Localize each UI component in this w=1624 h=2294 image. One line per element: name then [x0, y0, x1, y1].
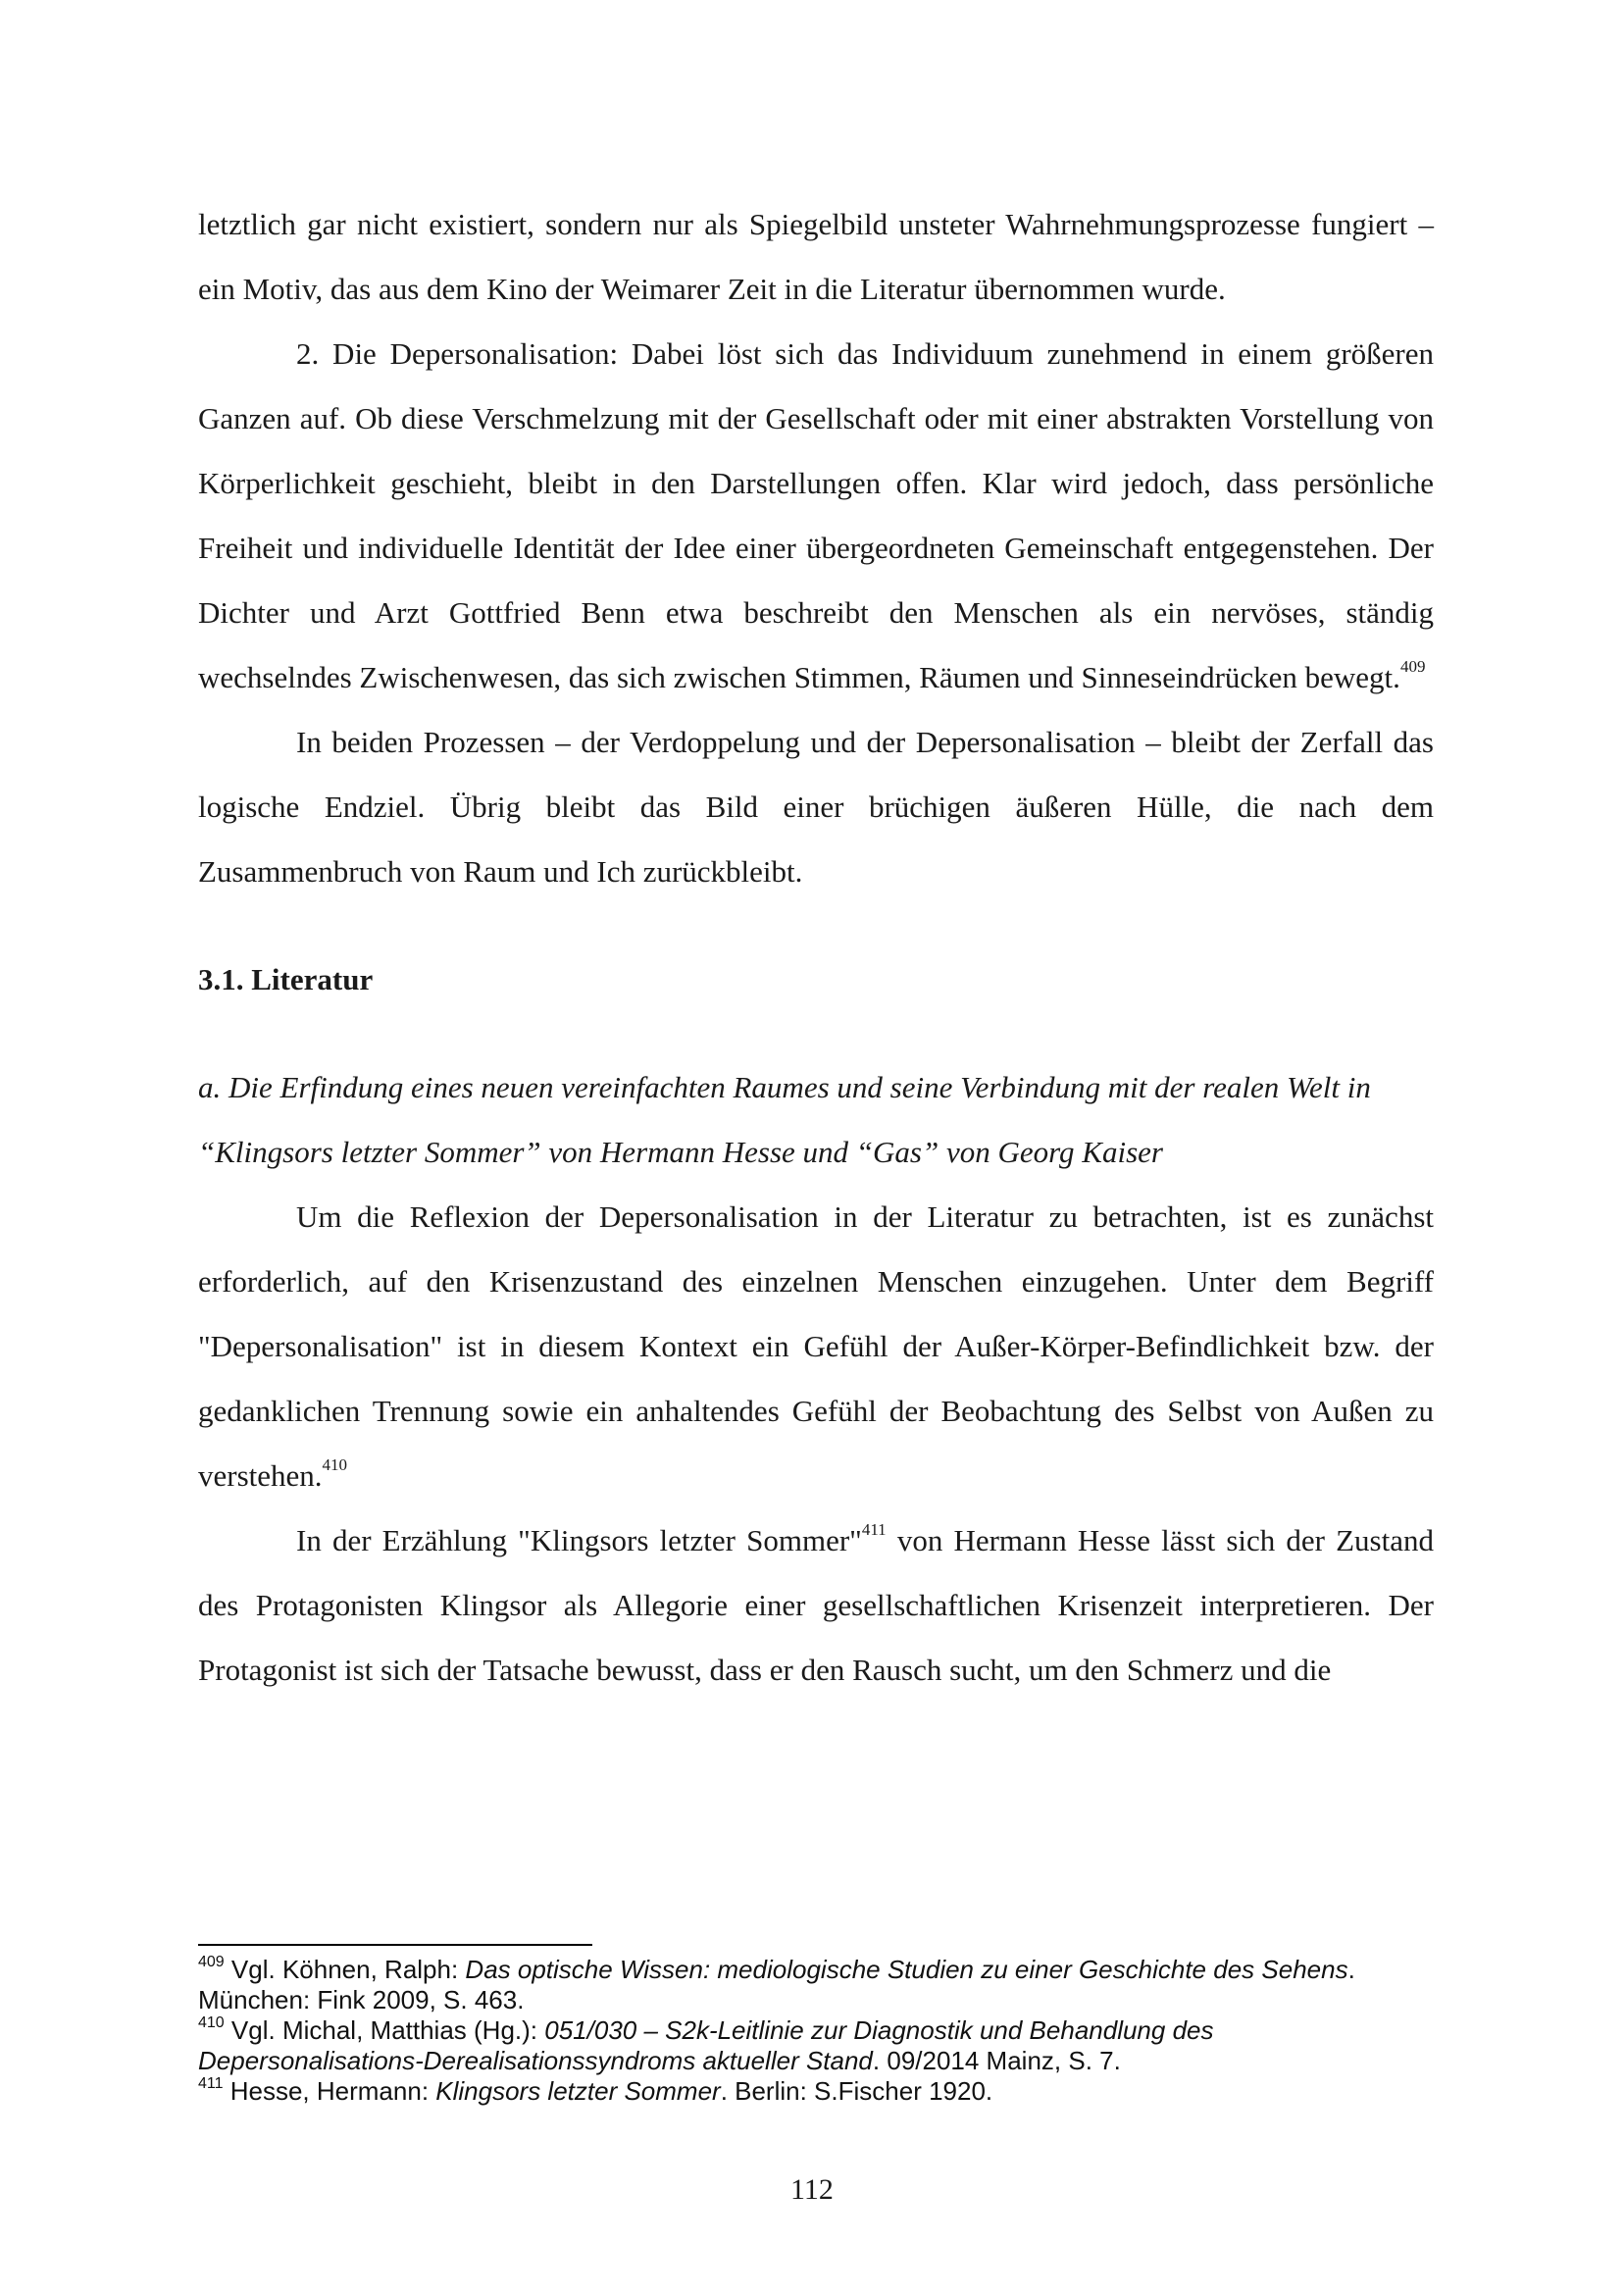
paragraph-text: 2. Die Depersonalisation: Dabei löst sich das Individuum zunehmend in einem größeren Ganzen auf. Ob diese Verschmelzung mit der Gesellschaft oder mit einer abstrakten Vorstellung von Körperlichkeit geschieht, bleibt in den Darstellungen offen. Klar wird jedoch, dass persönliche Freiheit und individuelle Identität der Idee einer übergeordneten Gemeinschaft entgegenstehen. Der Dichter und Arzt Gottfried Benn etwa beschreibt den Menschen als ein nervöses, ständig wechselndes Zwischenwesen, das sich zwischen Stimmen, Räumen und Sinneseindrücken bewegt.	[198, 336, 1434, 694]
footnote-ref-410[interactable]: 410	[322, 1455, 348, 1474]
paragraph-text-after: von Hermann Hesse lässt sich der Zustand des Protagonisten Klingsor als Allegorie einer gesellschaftlichen Krisenzeit interpretieren. Der Protagonist ist sich der Tatsache bewusst, dass er den Rausch sucht, um den Schmerz und die	[198, 1523, 1434, 1687]
footnote-number: 411	[198, 2075, 224, 2092]
document-page	[198, 192, 1434, 1703]
section-heading: 3.1. Literatur	[198, 962, 374, 996]
footnote-title: Klingsors letzter Sommer	[435, 2076, 721, 2106]
footnote-409	[198, 1955, 1434, 2015]
paragraph-depersonalisation	[198, 322, 1434, 710]
footnote-title: Das optische Wissen: mediologische Studien zu einer Geschichte des Sehens	[465, 1955, 1348, 1984]
paragraph-reflexion	[198, 1185, 1434, 1508]
paragraph-text-before: In der Erzählung "Klingsors letzter Sommer"	[296, 1523, 862, 1557]
footnote-publication: . Berlin: S.Fischer 1920.	[720, 2076, 993, 2106]
page-number: 112	[790, 2173, 834, 2206]
footnote-publication: . 09/2014 Mainz, S. 7.	[872, 2046, 1121, 2075]
paragraph-text: Um die Reflexion der Depersonalisation in der Literatur zu betrachten, ist es zunächst erforderlich, auf den Krisenzustand des einzelnen Menschen einzugehen. Unter dem Begriff "Depersonalisation" ist in diesem Kontext ein Gefühl der Außer-Körper-Befindlichkeit bzw. der gedanklichen Trennung sowie ein anhaltendes Gefühl der Beobachtung des Selbst von Außen zu verstehen.	[198, 1199, 1434, 1493]
footnote-ref-411[interactable]: 411	[861, 1520, 887, 1539]
footnote-author: Hesse, Hermann:	[223, 2076, 436, 2106]
footnote-author: Vgl. Michal, Matthias (Hg.):	[224, 2015, 545, 2045]
footnote-separator	[198, 1944, 592, 1946]
footnote-number: 409	[198, 1954, 225, 1970]
footnote-411	[198, 2076, 1434, 2107]
paragraph-spiegelbild: letztlich gar nicht existiert, sondern nur als Spiegelbild unsteter Wahrnehmungsprozesse fungiert – ein Motiv, das aus dem Kino der Weimarer Zeit in die Literatur übernommen wurde.	[198, 207, 1434, 306]
footnote-title: 051/030 – S2k-Leitlinie zur Diagnostik und Behandlung des Depersonalisations-Derealisationssyndroms aktueller Stand	[198, 2015, 1214, 2075]
footnote-publication: . München: Fink 2009, S. 463.	[198, 1955, 1355, 2014]
paragraph-klingsor	[198, 1508, 1434, 1703]
footnote-410	[198, 2015, 1434, 2076]
footnotes	[198, 1955, 1434, 2107]
footnote-ref-409[interactable]: 409	[1399, 657, 1426, 676]
footnote-author: Vgl. Köhnen, Ralph:	[224, 1955, 466, 1984]
subsection-heading: a. Die Erfindung eines neuen vereinfachten Raumes und seine Verbindung mit der realen Welt in “Klingsors letzter Sommer” von Hermann Hesse und “Gas” von Georg Kaiser	[198, 1070, 1371, 1169]
footnote-number: 410	[198, 2014, 225, 2031]
paragraph-beide-prozesse: In beiden Prozessen – der Verdoppelung und der Depersonalisation – bleibt der Zerfall das logische Endziel. Übrig bleibt das Bild einer brüchigen äußeren Hülle, die nach dem Zusammenbruch von Raum und Ich zurückbleibt.	[198, 725, 1434, 889]
